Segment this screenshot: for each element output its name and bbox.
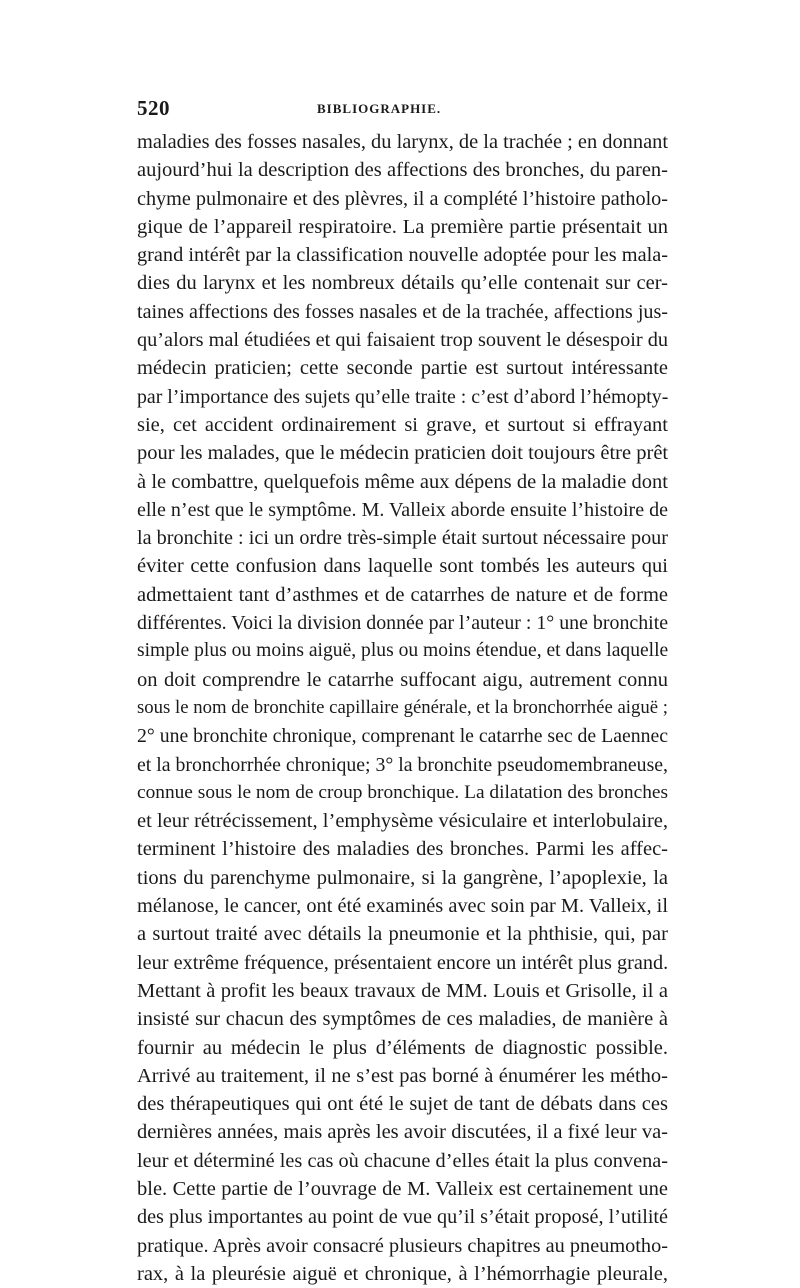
text-line: et leur rétrécissement, l’emphysème vésiculaire et interlobulaire, (137, 810, 668, 833)
text-line: sous le nom de bronchite capillaire générale, et la bronchorrhée aiguë ; (137, 696, 668, 718)
text-line: par l’importance des sujets qu’elle traite : c’est d’abord l’hémopty- (137, 385, 669, 408)
text-line: ble. Cette partie de l’ouvrage de M. Valleix est certainement une (137, 1177, 668, 1200)
page-number: 520 (137, 96, 170, 120)
text-line: dies du larynx et les nombreux détails qu’elle contenait sur cer- (137, 272, 668, 295)
text-line: elle n’est que le symptôme. M. Valleix aborde ensuite l’histoire de (137, 498, 668, 521)
text-line: à le combattre, quelquefois même aux dépens de la maladie dont (137, 470, 668, 493)
text-line: pour les malades, que le médecin praticien doit toujours être prêt (137, 442, 669, 465)
text-line: mélanose, le cancer, ont été examinés avec soin par M. Valleix, il (137, 895, 668, 918)
text-line: on doit comprendre le catarrhe suffocant aigu, autrement connu (137, 668, 668, 691)
text-line: différentes. Voici la division donnée par l’auteur : 1° une bronchite (137, 612, 669, 635)
text-line: Arrivé au traitement, il ne s’est pas borné à énumérer les métho- (137, 1064, 668, 1087)
text-line: leur extrême fréquence, présentaient encore un intérêt plus grand. (137, 951, 669, 974)
text-line: éviter cette confusion dans laquelle sont tombés les auteurs qui (137, 555, 668, 578)
text-line: et la bronchorrhée chronique; 3° la bronchite pseudomembraneuse, (137, 753, 668, 776)
text-line: des thérapeutiques qui ont été le sujet de tant de débats dans ces (137, 1093, 668, 1116)
text-line: tions du parenchyme pulmonaire, si la gangrène, l’apoplexie, la (137, 866, 668, 889)
text-line: grand intérêt par la classification nouvelle adoptée pour les mala- (137, 244, 668, 267)
text-line: dernières années, mais après les avoir discutées, il a fixé leur va- (137, 1121, 668, 1144)
text-line: fournir au médecin le plus d’éléments de diagnostic possible. (137, 1036, 668, 1059)
body-text (137, 128, 669, 1285)
text-line: des plus importantes au point de vue qu’il s’était proposé, l’utilité (137, 1206, 668, 1229)
text-line: Mettant à profit les beaux travaux de MM. Louis et Grisolle, il a (137, 979, 668, 1002)
text-line: admettaient tant d’asthmes et de catarrhes de nature et de forme (137, 583, 668, 606)
text-line: taines affections des fosses nasales et de la trachée, affections jus- (137, 300, 668, 323)
text-line: médecin praticien; cette seconde partie est surtout intéressante (137, 357, 668, 380)
text-line: la bronchite : ici un ordre très-simple était surtout nécessaire pour (137, 527, 668, 550)
text-line: connue sous le nom de croup bronchique. La dilatation des bronches (137, 781, 668, 803)
text-line: maladies des fosses nasales, du larynx, de la trachée ; en donnant (137, 131, 668, 153)
text-line: simple plus ou moins aiguë, plus ou moins étendue, et dans laquelle (137, 640, 669, 662)
running-head: BIBLIOGRAPHIE. (317, 101, 442, 116)
text-line: insisté sur chacun des symptômes de ces maladies, de manière à (137, 1008, 668, 1031)
text-line: aujourd’hui la description des affections des bronches, du paren- (137, 159, 668, 182)
text-line: gique de l’appareil respiratoire. La première partie présentait un (137, 215, 668, 238)
text-line: leur et déterminé les cas où chacune d’elles était la plus convena- (137, 1149, 668, 1172)
text-line: terminent l’histoire des maladies des bronches. Parmi les affec- (137, 838, 668, 861)
text-line: 2° une bronchite chronique, comprenant le catarrhe sec de Laennec (137, 725, 669, 748)
page-header (137, 96, 667, 126)
text-line: qu’alors mal étudiées et qui faisaient trop souvent le désespoir du (137, 329, 668, 352)
text-line: pratique. Après avoir consacré plusieurs chapitres au pneumotho- (137, 1234, 668, 1257)
text-line: a surtout traité avec détails la pneumonie et la phthisie, qui, par (137, 923, 668, 946)
text-line: rax, à la pleurésie aiguë et chronique, à l’hémorrhagie pleurale, (137, 1262, 668, 1285)
text-line: chyme pulmonaire et des plèvres, il a complété l’histoire patholo- (137, 187, 668, 210)
text-line: sie, cet accident ordinairement si grave, et surtout si effrayant (137, 413, 668, 436)
